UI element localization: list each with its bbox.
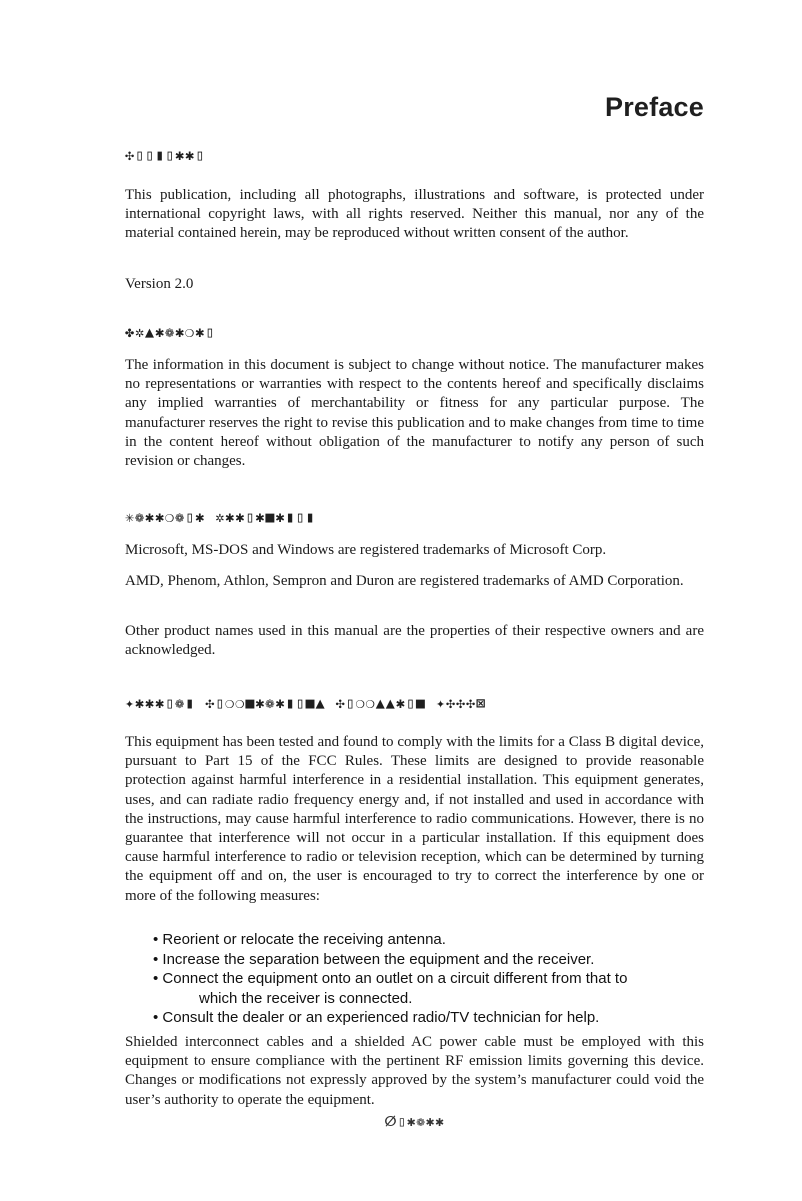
fcc-measures-list [153,930,693,1028]
section-heading-disclaimer: ✤✲▲✱❁✱❍✱▯ [125,323,216,341]
version-text: Version 2.0 [125,276,194,292]
copyright-paragraph: This publication, including all photographs, illustrations and software, is protected under international copyright laws, with all rights reserved. Neither this manual, nor any of the material contained herein, may be reproduced without written consent of the author. [125,187,704,242]
list-item [153,950,693,970]
disclaimer-paragraph: The information in this document is subject to change without notice. The manufacturer makes no representations or warranties with respect to the contents hereof and specifically disclaims any implied warranties of merchantability or fitness for any particular purpose. The manufacturer reserves the right to revise this publication and to make changes from time to time in the content hereof without obligation of the manufacturer to notify any person of such revision or changes. [125,357,704,470]
section-heading-fcc: ✦✱✱✱▯❁▮ ✣▯❍❍■✱❁✱▮▯■▲ ✣▯❍❍▲▲✱▯■ ✦✣✣✣⊠ [125,694,487,712]
trademark-other: Other product names used in this manual are the properties of their respective owners and are acknowledged. [125,623,704,659]
manual-page [125,0,704,1201]
fcc-closing-paragraph: Shielded interconnect cables and a shielded AC power cable must be employed with this equipment to ensure compliance with the pertinent RF emission limits governing this device. Changes or modifications not expressly approved by the system’s manufacturer could void the user’s authority to operate the equipment. [125,1034,704,1108]
list-item-text: • Reorient or relocate the receiving antenna. [153,931,446,948]
list-item [153,969,693,1008]
list-item [153,930,693,950]
section-heading-trademark: ✳❁✱✱❍❁▯✱ ✲✱✱▯✱■✱▮▯▮ [125,508,316,526]
section-heading-copyright: ✣▯▯▮▯✱✱▯ [125,146,206,164]
list-item [153,1008,693,1028]
list-item-continuation: which the receiver is connected. [199,989,413,1007]
page-title: Preface [605,92,704,122]
trademark-amd: AMD, Phenom, Athlon, Sempron and Duron are registered trademarks of AMD Corporation. [125,573,684,589]
list-item-text: • Increase the separation between the equipment and the receiver. [153,950,595,968]
list-item-text: • Connect the equipment onto an outlet on a circuit different from that to [153,970,628,987]
trademark-microsoft: Microsoft, MS-DOS and Windows are registered trademarks of Microsoft Corp. [125,542,607,558]
page-number: ⵁ▯✱❁✱✱ [384,1114,445,1130]
list-item-text: • Consult the dealer or an experienced radio/TV technician for help. [153,1009,600,1026]
fcc-paragraph: This equipment has been tested and found to comply with the limits for a Class B digital device, pursuant to Part 15 of the FCC Rules. These limits are designed to provide reasonable protection against harmful interference in a residential installation. This equipment generates, uses, and can radiate radio frequency energy and, if not installed and used in accordance with the instructions, may cause harmful interference to radio communications. However, there is no guarantee that interference will not occur in a particular installation. If this equipment does cause harmful interference to radio or television reception, which can be determined by turning the equipment off and on, the user is encouraged to try to correct the interference by one or more of the following measures: [125,734,704,904]
